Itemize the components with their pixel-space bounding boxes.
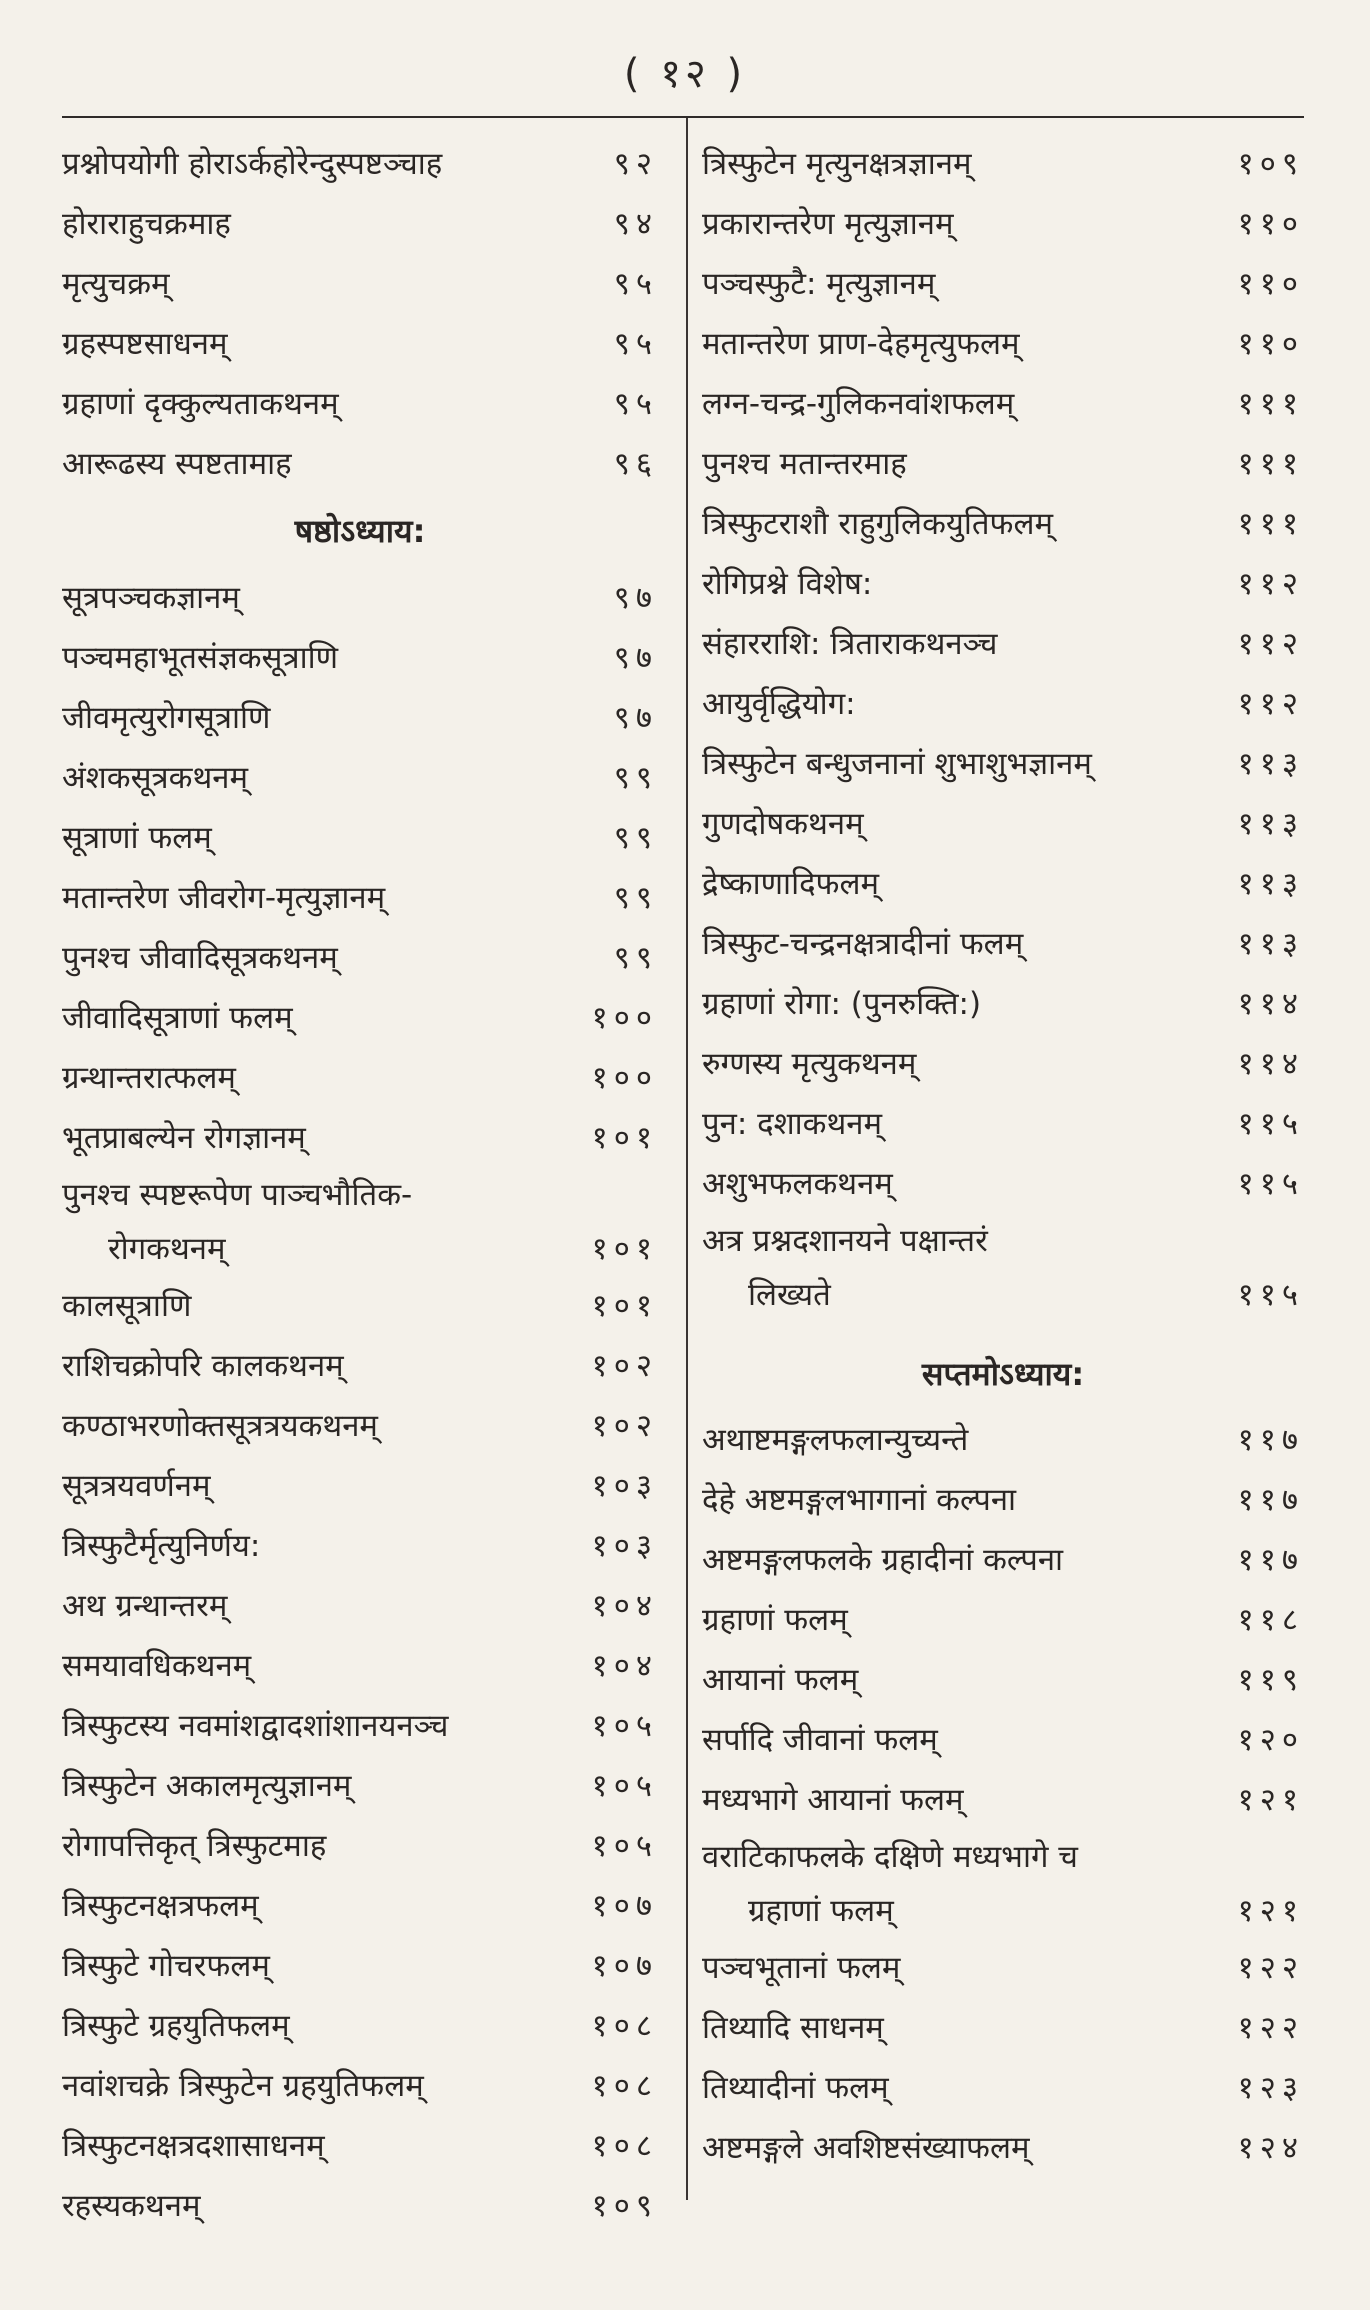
toc-entry-page-number: ११०: [1237, 206, 1304, 242]
toc-entry: [702, 1938, 1304, 1998]
toc-entry-title: [702, 854, 1238, 914]
toc-entry-page-number: १०५: [591, 1708, 658, 1744]
toc-entry-page-number: ९९: [613, 820, 658, 856]
toc-entry-title: [702, 374, 1238, 434]
toc-entry-title: [62, 1636, 592, 1696]
toc-entry-title-line: नवांशचक्रे त्रिस्फुटेन ग्रहयुतिफलम्: [62, 2068, 424, 2104]
toc-entry-page-number: १०७: [591, 1888, 658, 1924]
toc-entry: [62, 1336, 658, 1396]
toc-entry-page-number: ११०: [1237, 266, 1304, 302]
toc-entry: [62, 1048, 658, 1108]
toc-entry-title: [702, 734, 1238, 794]
toc-entry-title: [702, 1470, 1238, 1530]
toc-entry-page-number: ११७: [1237, 1422, 1304, 1458]
toc-entry-title-line: वराटिकाफलके दक्षिणे मध्यभागे च: [702, 1839, 1078, 1875]
toc-entry-title-line: आरूढस्य स्पष्टतामाह: [62, 446, 292, 482]
toc-entry-page-number: ९५: [613, 326, 658, 362]
toc-entry-title-line: द्रेष्काणादिफलम्: [702, 866, 880, 902]
toc-entry-title-line: त्रिस्फुटनक्षत्रफलम्: [62, 1888, 259, 1924]
toc-entry-title-line: तिथ्यादि साधनम्: [702, 2010, 884, 2046]
toc-entry: [702, 434, 1304, 494]
toc-entry-title-continuation: लिख्यते: [748, 1277, 831, 1313]
toc-entry-title: [62, 134, 614, 194]
toc-entry-title: [62, 1936, 592, 1996]
toc-entry: [62, 628, 658, 688]
toc-entry: [62, 1168, 658, 1276]
toc-entry: [62, 134, 658, 194]
toc-entry: [62, 1108, 658, 1168]
toc-entry-title-line: पञ्चभूतानां फलम्: [702, 1950, 901, 1986]
toc-entry: [702, 494, 1304, 554]
toc-entry-title-line: गुणदोषकथनम्: [702, 806, 864, 842]
toc-entry-title: [62, 254, 614, 314]
toc-entry-title: [702, 194, 1238, 254]
toc-entry-title: [62, 2176, 592, 2236]
toc-entry: [702, 2058, 1304, 2118]
toc-entry-title: [62, 1756, 592, 1816]
toc-entry-page-number: १२०: [1237, 1722, 1304, 1758]
toc-entry-page-number: १००: [591, 1000, 658, 1036]
toc-entry-title-line: प्रश्नोपयोगी होराऽर्कहोरेन्दुस्पष्टञ्चाह: [62, 146, 443, 182]
toc-entry-page-number: १०८: [591, 2128, 658, 2164]
toc-entry-title-line: ग्रहाणां दृक्कुल्यताकथनम्: [62, 386, 339, 422]
toc-entry-page-number: १०२: [591, 1408, 658, 1444]
toc-entry: [702, 794, 1304, 854]
toc-entry: [62, 568, 658, 628]
toc-entry: [702, 2118, 1304, 2178]
toc-entry-page-number: १०५: [591, 1828, 658, 1864]
toc-entry: [62, 1516, 658, 1576]
toc-entry-page-number: ९९: [613, 940, 658, 976]
toc-entry-title-line: सूत्राणां फलम्: [62, 820, 212, 856]
toc-entry-title-line: त्रिस्फुट-चन्द्रनक्षत्रादीनां फलम्: [702, 926, 1024, 962]
toc-entry-title-line: अथाष्टमङ्गलफलान्युच्यन्ते: [702, 1422, 969, 1458]
toc-entry-page-number: ११३: [1237, 866, 1304, 902]
toc-entry: [62, 1636, 658, 1696]
toc-entry-page-number: ९७: [613, 700, 658, 736]
toc-entry-title-line: भूतप्राबल्येन रोगज्ञानम्: [62, 1120, 306, 1156]
toc-entry-page-number: ९६: [613, 446, 658, 482]
toc-entry: [62, 868, 658, 928]
toc-entry-title: [702, 1530, 1238, 1590]
toc-entry-title: [702, 1830, 1238, 1938]
toc-entry: [62, 748, 658, 808]
toc-entry-title-line: सूत्रपञ्चकज्ञानम्: [62, 580, 240, 616]
toc-entry-page-number: ११७: [1237, 1542, 1304, 1578]
toc-entry: [62, 1576, 658, 1636]
toc-entry-title-line: त्रिस्फुटे गोचरफलम्: [62, 1948, 270, 1984]
toc-entry-title: [62, 628, 614, 688]
toc-entry-title: [702, 1410, 1238, 1470]
toc-entry-title: [702, 974, 1238, 1034]
toc-entry: [62, 1936, 658, 1996]
chapter-heading-seven: सप्तमोऽध्याय:: [921, 1355, 1085, 1393]
toc-entry-page-number: १०९: [591, 2188, 658, 2224]
toc-entry-page-number: ११५: [1237, 1277, 1304, 1313]
toc-entry-title-line: संहारराशि: त्रिताराकथनञ्च: [702, 626, 998, 662]
toc-entry-title-line: होराराहुचक्रमाह: [62, 206, 231, 242]
toc-entry-title: [702, 1034, 1238, 1094]
toc-entry-title: [62, 1996, 592, 2056]
toc-entry: [62, 1276, 658, 1336]
toc-entry-title: [702, 614, 1238, 674]
toc-entry: [702, 854, 1304, 914]
toc-entry: [62, 374, 658, 434]
toc-entry-title: [702, 1710, 1238, 1770]
toc-entry-title-line: प्रकारान्तरेण मृत्युज्ञानम्: [702, 206, 954, 242]
toc-entry-title-line: अशुभफलकथनम्: [702, 1166, 893, 1202]
toc-entry-page-number: ११५: [1237, 1166, 1304, 1202]
toc-entry: [62, 2116, 658, 2176]
toc-entry-page-number: ११०: [1237, 326, 1304, 362]
toc-entry: [702, 1154, 1304, 1214]
toc-entry-page-number: १०९: [1237, 146, 1304, 182]
toc-entry-page-number: १२४: [1237, 2130, 1304, 2166]
toc-entry-title-line: अष्टमङ्गले अवशिष्टसंख्याफलम्: [702, 2130, 1030, 2166]
toc-entry-page-number: १०८: [591, 2008, 658, 2044]
toc-entry-title-line: जीवादिसूत्राणां फलम्: [62, 1000, 293, 1036]
toc-entry: [702, 134, 1304, 194]
toc-entry-page-number: १०४: [591, 1588, 658, 1624]
toc-entry-title-line: त्रिस्फुटेन मृत्युनक्षत्रज्ञानम्: [702, 146, 972, 182]
toc-entry-title: [62, 688, 614, 748]
toc-entry: [702, 1094, 1304, 1154]
toc-entry-title: [62, 1876, 592, 1936]
toc-entry-title-line: सर्पादि जीवानां फलम्: [702, 1722, 938, 1758]
page-number: ( १२ ): [623, 51, 747, 97]
toc-entry-title-line: पुनश्च मतान्तरमाह: [702, 446, 907, 482]
toc-entry-page-number: ९९: [613, 760, 658, 796]
toc-entry: [702, 1710, 1304, 1770]
toc-entry-title: [62, 1576, 592, 1636]
toc-entry-title: [702, 134, 1238, 194]
toc-entry: [62, 1756, 658, 1816]
toc-entry-page-number: ९५: [613, 386, 658, 422]
toc-entry-title: [702, 914, 1238, 974]
toc-entry-page-number: ९२: [613, 146, 658, 182]
toc-entry-page-number: १२१: [1237, 1782, 1304, 1818]
toc-entry-title-line: सूत्रत्रयवर्णनम्: [62, 1468, 211, 1504]
toc-entry: [62, 2056, 658, 2116]
toc-entry: [702, 374, 1304, 434]
chapter-heading-six: षष्ठोऽध्याय:: [294, 512, 426, 550]
toc-entry-title: [702, 554, 1238, 614]
toc-entry-page-number: १०५: [591, 1768, 658, 1804]
toc-entry-title: [702, 794, 1238, 854]
toc-entry-page-number: ११२: [1237, 566, 1304, 602]
toc-entry-title-line: अंशकसूत्रकथनम्: [62, 760, 248, 796]
toc-entry-page-number: १११: [1237, 386, 1304, 422]
toc-entry: [702, 914, 1304, 974]
toc-entry: [702, 1214, 1304, 1322]
toc-entry-title-line: अथ ग्रन्थान्तरम्: [62, 1588, 228, 1624]
toc-entry-page-number: १२२: [1237, 2010, 1304, 2046]
toc-entry-page-number: ११२: [1237, 686, 1304, 722]
toc-entry-title-line: त्रिस्फुटराशौ राहुगुलिकयुतिफलम्: [702, 506, 1054, 542]
toc-entry: [62, 2176, 658, 2236]
toc-entry-page-number: १०३: [591, 1468, 658, 1504]
toc-entry-title-line: रुग्णस्य मृत्युकथनम्: [702, 1046, 917, 1082]
toc-entry: [702, 734, 1304, 794]
toc-entry-title: [702, 314, 1238, 374]
toc-entry: [702, 614, 1304, 674]
toc-entry: [702, 1998, 1304, 2058]
toc-entry-title: [62, 1108, 592, 1168]
toc-entry-title-line: कण्ठाभरणोक्तसूत्रत्रयकथनम्: [62, 1408, 378, 1444]
toc-entry-title: [702, 1998, 1238, 2058]
toc-entry-title-line: ग्रहस्पष्टसाधनम्: [62, 326, 228, 362]
toc-entry: [62, 1876, 658, 1936]
toc-entry: [702, 674, 1304, 734]
toc-entry-title: [62, 1396, 592, 1456]
toc-entry-title: [702, 2058, 1238, 2118]
toc-entry: [62, 988, 658, 1048]
top-rule: [62, 116, 1304, 118]
toc-entry: [702, 314, 1304, 374]
toc-entry-title: [62, 1696, 592, 1756]
toc-entry: [702, 1830, 1304, 1938]
toc-entry-title-line: पुनश्च स्पष्टरूपेण पाञ्चभौतिक-: [62, 1177, 413, 1213]
toc-entry-title: [702, 2118, 1238, 2178]
toc-entry-title: [62, 748, 614, 808]
toc-entry: [62, 928, 658, 988]
toc-entry-page-number: ११५: [1237, 1106, 1304, 1142]
toc-entry-title: [62, 194, 614, 254]
toc-entry-title-line: कालसूत्राणि: [62, 1288, 192, 1324]
toc-entry-page-number: १०८: [591, 2068, 658, 2104]
toc-entry-page-number: ११२: [1237, 626, 1304, 662]
left-column: [62, 134, 658, 2236]
toc-entry-title-line: मतान्तरेण प्राण-देहमृत्युफलम्: [702, 326, 1020, 362]
toc-entry: [62, 1396, 658, 1456]
toc-entry: [702, 1770, 1304, 1830]
toc-entry-title: [62, 1816, 592, 1876]
toc-entry-page-number: ११४: [1237, 986, 1304, 1022]
column-divider: [686, 118, 688, 2200]
toc-entry-title: [62, 374, 614, 434]
toc-entry: [702, 1590, 1304, 1650]
toc-entry-page-number: १०१: [591, 1288, 658, 1324]
toc-entry-title-continuation: ग्रहाणां फलम्: [748, 1893, 894, 1929]
toc-entry-title-line: त्रिस्फुटेन बन्धुजनानां शुभाशुभज्ञानम्: [702, 746, 1092, 782]
toc-entry-title-line: पुन: दशाकथनम्: [702, 1106, 883, 1142]
toc-entry: [702, 1530, 1304, 1590]
toc-entry-title-line: लग्न-चन्द्र-गुलिकनवांशफलम्: [702, 386, 1015, 422]
toc-entry-title: [62, 1336, 592, 1396]
toc-entry-title-line: त्रिस्फुटेन अकालमृत्युज्ञानम्: [62, 1768, 352, 1804]
toc-entry-title: [62, 808, 614, 868]
toc-entry-title-line: पञ्चमहाभूतसंज्ञकसूत्राणि: [62, 640, 339, 676]
toc-entry-title-line: मतान्तरेण जीवरोग-मृत्युज्ञानम्: [62, 880, 386, 916]
toc-entry-page-number: ११७: [1237, 1482, 1304, 1518]
toc-entry-title: [62, 434, 614, 494]
right-column: [702, 134, 1304, 2178]
toc-entry-title: [62, 988, 592, 1048]
toc-entry: [702, 554, 1304, 614]
toc-entry-page-number: ११९: [1237, 1662, 1304, 1698]
toc-entry-page-number: ९७: [613, 640, 658, 676]
toc-entry-page-number: ११८: [1237, 1602, 1304, 1638]
toc-entry-title: [62, 568, 614, 628]
toc-entry-page-number: १११: [1237, 446, 1304, 482]
toc-entry: [702, 194, 1304, 254]
toc-entry-title: [62, 2056, 592, 2116]
toc-entry-title: [62, 1168, 592, 1276]
toc-entry-title-line: त्रिस्फुटस्य नवमांशद्वादशांशानयनञ्च: [62, 1708, 449, 1744]
toc-entry-title: [62, 1516, 592, 1576]
toc-entry-page-number: ९९: [613, 880, 658, 916]
toc-entry-title-line: अत्र प्रश्नदशानयने पक्षान्तरं: [702, 1223, 988, 1259]
toc-entry-page-number: १०३: [591, 1528, 658, 1564]
toc-entry-title: [702, 254, 1238, 314]
toc-entry: [62, 808, 658, 868]
toc-entry-title-line: ग्रन्थान्तरात्फलम्: [62, 1060, 236, 1096]
toc-entry-title-line: समयावधिकथनम्: [62, 1648, 252, 1684]
toc-entry-title: [62, 868, 614, 928]
toc-entry-title-line: राशिचक्रोपरि कालकथनम्: [62, 1348, 344, 1384]
toc-entry-title: [702, 1938, 1238, 1998]
toc-entry: [702, 974, 1304, 1034]
toc-entry-title: [702, 1590, 1238, 1650]
toc-entry-title-line: त्रिस्फुटे ग्रहयुतिफलम्: [62, 2008, 290, 2044]
toc-entry-title-line: अष्टमङ्गलफलके ग्रहादीनां कल्पना: [702, 1542, 1064, 1578]
toc-entry-title-line: आयानां फलम्: [702, 1662, 859, 1698]
toc-entry-title: [702, 1154, 1238, 1214]
toc-entry-page-number: १११: [1237, 506, 1304, 542]
toc-entry-title-line: पुनश्च जीवादिसूत्रकथनम्: [62, 940, 338, 976]
toc-entry-title: [62, 2116, 592, 2176]
toc-entry-title-line: तिथ्यादीनां फलम्: [702, 2070, 889, 2106]
toc-entry: [62, 1816, 658, 1876]
toc-entry: [62, 1456, 658, 1516]
toc-entry-page-number: १०७: [591, 1948, 658, 1984]
toc-entry-title-line: ग्रहाणां रोगा: (पुनरुक्ति:): [702, 986, 982, 1022]
toc-entry-title: [702, 1094, 1238, 1154]
toc-entry-title-line: रोगापत्तिकृत् त्रिस्फुटमाह: [62, 1828, 327, 1864]
toc-entry-title-line: पञ्चस्फुटै: मृत्युज्ञानम्: [702, 266, 936, 302]
toc-entry-title: [702, 494, 1238, 554]
toc-entry-title-line: देहे अष्टमङ्गलभागानां कल्पना: [702, 1482, 1017, 1518]
toc-entry-page-number: १०४: [591, 1648, 658, 1684]
toc-entry-page-number: १२२: [1237, 1950, 1304, 1986]
toc-entry-page-number: ९७: [613, 580, 658, 616]
toc-entry-title-line: ग्रहाणां फलम्: [702, 1602, 848, 1638]
toc-entry-title-continuation: रोगकथनम्: [108, 1231, 226, 1267]
toc-entry-title-line: मृत्युचक्रम्: [62, 266, 170, 302]
toc-entry-page-number: १००: [591, 1060, 658, 1096]
toc-entry-page-number: ११३: [1237, 746, 1304, 782]
toc-entry: [62, 688, 658, 748]
toc-entry-title: [702, 1650, 1238, 1710]
toc-entry: [702, 254, 1304, 314]
toc-entry-page-number: १०१: [591, 1120, 658, 1156]
toc-entry-page-number: १२३: [1237, 2070, 1304, 2106]
toc-entry-page-number: ९४: [613, 206, 658, 242]
toc-entry: [702, 1410, 1304, 1470]
toc-entry-title: [702, 434, 1238, 494]
toc-entry-page-number: ११३: [1237, 806, 1304, 842]
toc-entry-title: [702, 1770, 1238, 1830]
toc-entry: [62, 1996, 658, 2056]
toc-entry: [62, 194, 658, 254]
toc-entry: [62, 434, 658, 494]
toc-entry-title: [62, 1276, 592, 1336]
toc-entry-title: [62, 928, 614, 988]
toc-entry-title-line: त्रिस्फुटनक्षत्रदशासाधनम्: [62, 2128, 325, 2164]
toc-entry-title-line: मध्यभागे आयानां फलम्: [702, 1782, 964, 1818]
toc-entry: [62, 314, 658, 374]
toc-entry-title-line: आयुर्वृद्धियोग:: [702, 686, 856, 722]
toc-entry-title: [62, 1048, 592, 1108]
toc-entry-title-line: त्रिस्फुटैर्मृत्युनिर्णय:: [62, 1528, 261, 1564]
toc-entry-page-number: १२१: [1237, 1893, 1304, 1929]
toc-entry-title-line: रोगिप्रश्ने विशेष:: [702, 566, 873, 602]
toc-entry-title: [702, 674, 1238, 734]
toc-entry: [702, 1034, 1304, 1094]
toc-entry-title: [62, 1456, 592, 1516]
toc-entry: [702, 1470, 1304, 1530]
toc-entry-page-number: १०२: [591, 1348, 658, 1384]
toc-entry-page-number: ११३: [1237, 926, 1304, 962]
toc-entry-title-line: जीवमृत्युरोगसूत्राणि: [62, 700, 271, 736]
toc-entry-page-number: ११४: [1237, 1046, 1304, 1082]
toc-entry: [62, 1696, 658, 1756]
toc-entry-page-number: ९५: [613, 266, 658, 302]
toc-entry-title-line: रहस्यकथनम्: [62, 2188, 201, 2224]
toc-entry: [702, 1650, 1304, 1710]
toc-entry-title: [702, 1214, 1238, 1322]
toc-entry-page-number: १०१: [591, 1231, 658, 1267]
toc-entry-title: [62, 314, 614, 374]
toc-entry: [62, 254, 658, 314]
